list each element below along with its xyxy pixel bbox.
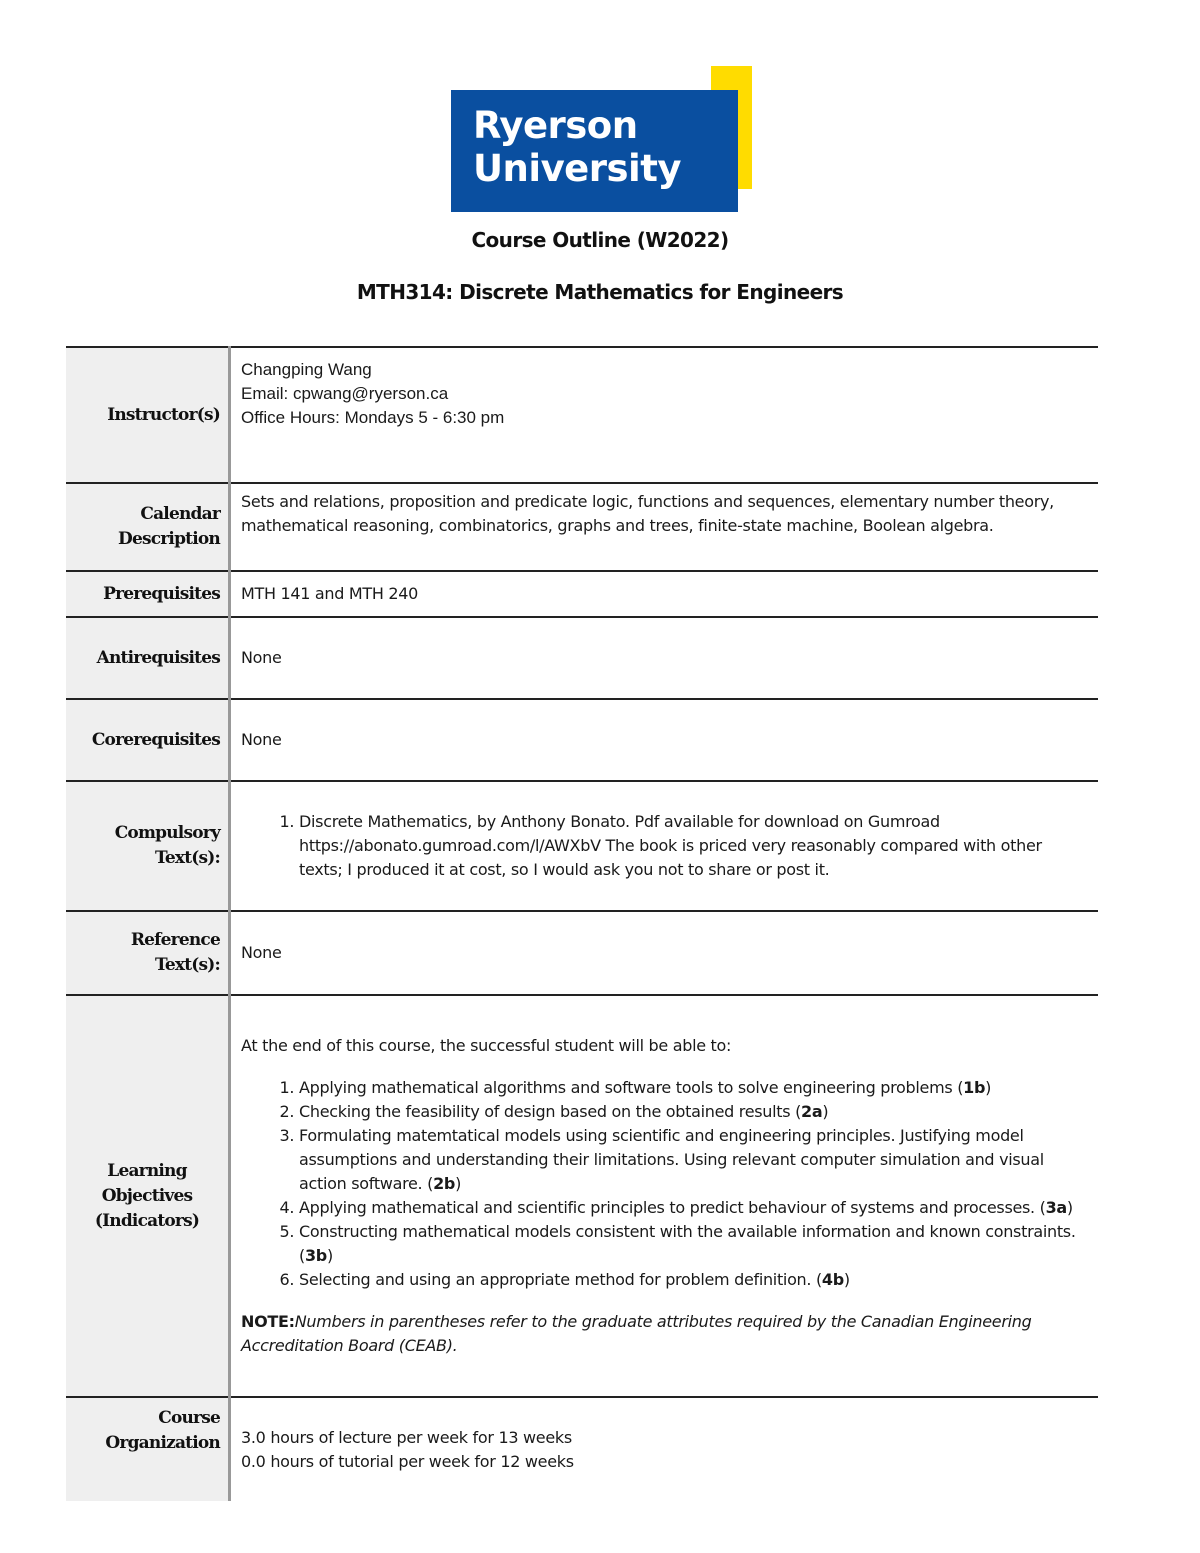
organization-label — [66, 1397, 230, 1501]
row-compulsory-texts — [66, 781, 1098, 911]
compulsory-label-line-1: Compulsory — [114, 823, 220, 843]
outline-title: Course Outline (W2022) — [471, 228, 729, 252]
instructor-label: Instructor(s) — [66, 347, 230, 483]
objectives-content — [230, 995, 1099, 1397]
tutorial-hours: 0.0 hours of tutorial per week for 12 weeks — [241, 1452, 574, 1471]
logo-wordmark — [473, 104, 681, 190]
organization-label-line-1: Course — [158, 1408, 220, 1428]
objectives-label-line-3: (Indicators) — [94, 1210, 200, 1231]
objectives-label-line-2: Objectives — [101, 1185, 193, 1206]
compulsory-label — [66, 781, 230, 911]
row-learning-objectives — [66, 995, 1098, 1397]
lecture-hours: 3.0 hours of lecture per week for 13 weeks — [241, 1428, 572, 1447]
compulsory-label-line-2: Text(s): — [154, 848, 220, 868]
row-antirequisites — [66, 617, 1098, 699]
objective-item: 2. Checking the feasibility of design based on the obtained results (2a) — [299, 1100, 1084, 1124]
reference-text: None — [241, 943, 282, 962]
objectives-label-line-1: Learning — [107, 1160, 187, 1181]
logo-line-1: Ryerson — [473, 104, 638, 147]
compulsory-text-list — [241, 810, 1084, 882]
reference-label — [66, 911, 230, 995]
objective-item: 6. Selecting and using an appropriate method for problem definition. (4b) — [299, 1268, 1084, 1292]
prerequisites-label: Prerequisites — [66, 571, 230, 617]
antirequisites-label: Antirequisites — [66, 617, 230, 699]
course-outline-table — [66, 346, 1098, 1501]
calendar-label-line-1: Calendar — [140, 504, 220, 524]
corequisites-label: Corerequisites — [66, 699, 230, 781]
reference-label-line-1: Reference — [130, 930, 220, 950]
logo-line-2: University — [473, 147, 682, 190]
row-corequisites — [66, 699, 1098, 781]
university-logo — [451, 66, 752, 212]
course-title: MTH314: Discrete Mathematics for Engineers — [356, 280, 844, 304]
objectives-note — [241, 1310, 1084, 1358]
objectives-list — [241, 1076, 1084, 1292]
antirequisites-text: None — [241, 648, 282, 667]
instructor-office-hours: Office Hours: Mondays 5 - 6:30 pm — [241, 408, 505, 427]
objectives-label — [66, 995, 230, 1397]
prerequisites-text: MTH 141 and MTH 240 — [241, 584, 419, 603]
note-text: Numbers in parentheses refer to the graduate attributes required by the Canadian Engineering Accreditation Board (CEAB). — [241, 1312, 1032, 1355]
instructor-details — [230, 347, 1099, 483]
compulsory-texts — [230, 781, 1099, 911]
instructor-email: Email: cpwang@ryerson.ca — [241, 384, 449, 403]
objective-item: 3. Formulating matemtatical models using scientific and engineering principles. Justifying model assumptions and understanding their limitations. Using relevant computer simulation and visual action software. (2b) — [299, 1124, 1084, 1196]
row-course-organization — [66, 1397, 1098, 1501]
reference-label-line-2: Text(s): — [154, 955, 220, 975]
calendar-text: Sets and relations, proposition and predicate logic, functions and sequences, elementary number theory, mathematical reasoning, combinatorics, graphs and trees, finite-state machine, Boolean algebra. — [241, 492, 1054, 535]
organization-content — [230, 1397, 1099, 1501]
calendar-label — [66, 483, 230, 571]
row-instructor — [66, 347, 1098, 483]
organization-label-line-2: Organization — [105, 1433, 220, 1453]
row-prerequisites — [66, 571, 1098, 617]
compulsory-text-item: 1. Discrete Mathematics, by Anthony Bonato. Pdf available for download on Gumroad https://abonato.gumroad.com/l/AWXbV The book is priced very reasonably compared with other texts; I produced it at cost, so I would ask you not to share or post it. — [299, 810, 1084, 882]
instructor-name: Changping Wang — [241, 360, 372, 379]
objective-item: 4. Applying mathematical and scientific principles to predict behaviour of systems and processes. (3a) — [299, 1196, 1084, 1220]
note-label: NOTE: — [241, 1312, 295, 1331]
objective-item: 5. Constructing mathematical models consistent with the available information and known constraints. (3b) — [299, 1220, 1084, 1268]
row-reference-texts — [66, 911, 1098, 995]
row-calendar-description — [66, 483, 1098, 571]
calendar-label-line-2: Description — [118, 529, 220, 549]
objectives-intro: At the end of this course, the successful student will be able to: — [241, 1036, 732, 1055]
corequisites-text: None — [241, 730, 282, 749]
objective-item: 1. Applying mathematical algorithms and software tools to solve engineering problems (1b) — [299, 1076, 1084, 1100]
